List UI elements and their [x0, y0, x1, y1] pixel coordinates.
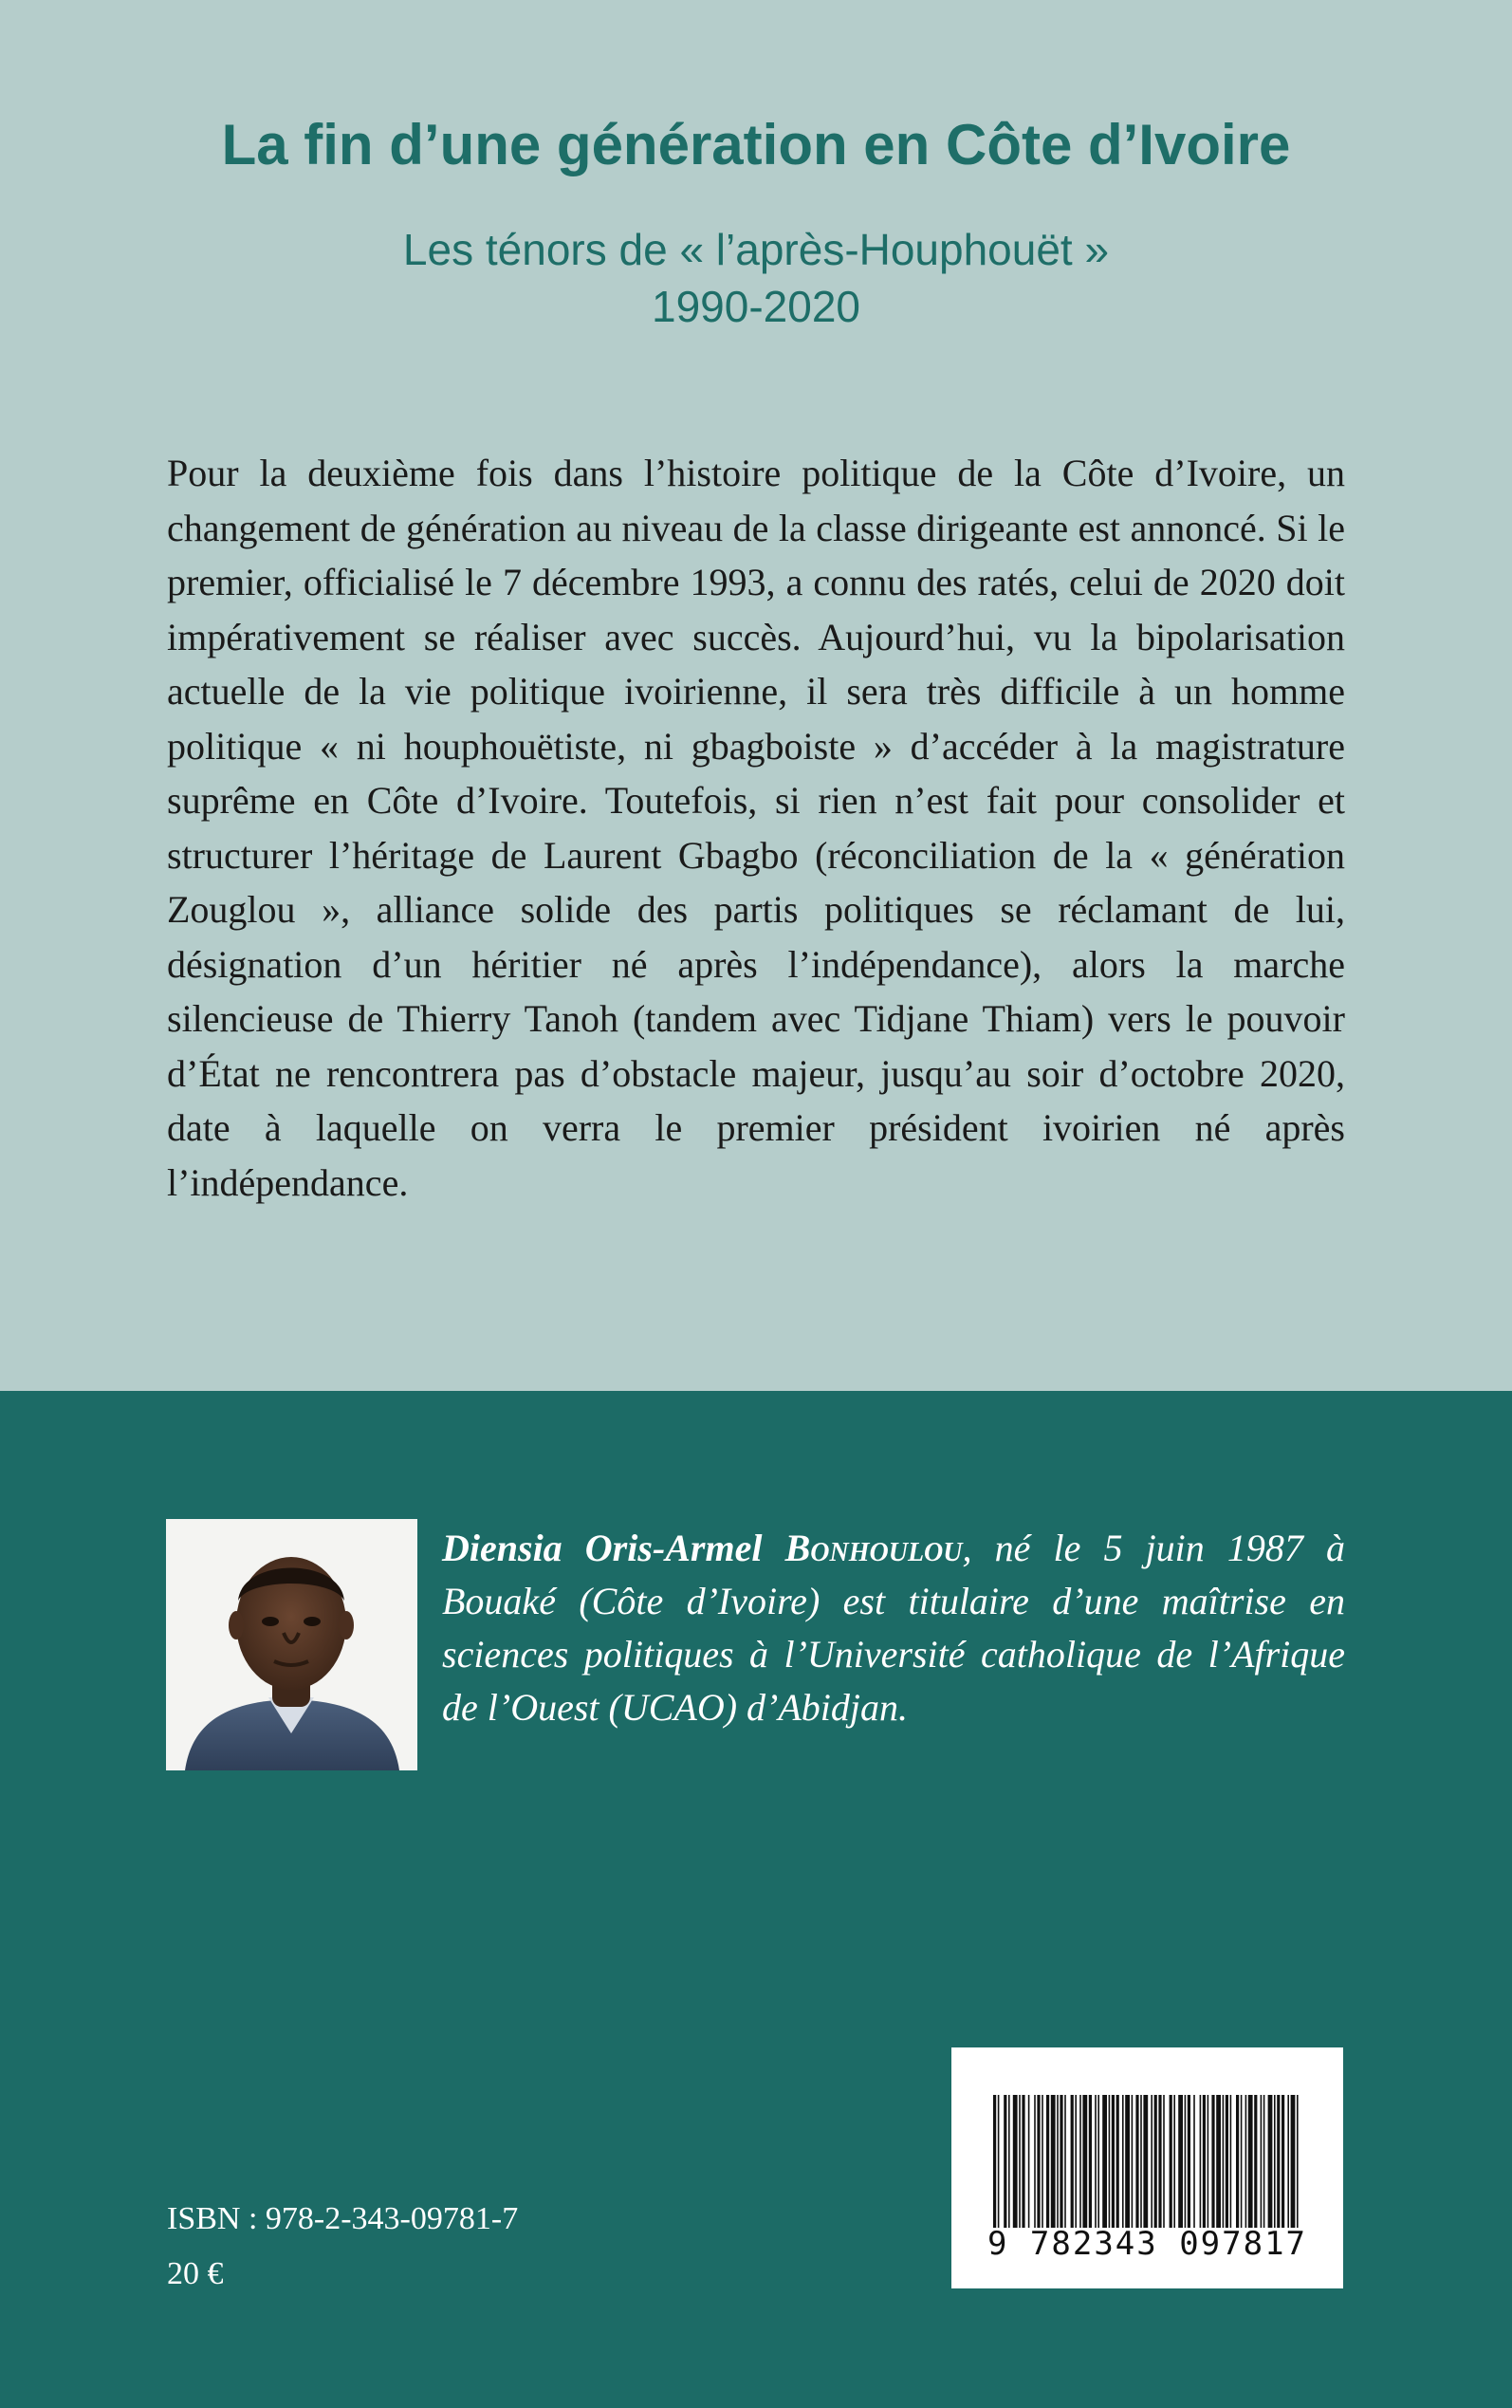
barcode-bars: [991, 2095, 1304, 2228]
barcode-bar: [1019, 2095, 1021, 2228]
barcode-bar: [1064, 2095, 1066, 2228]
barcode-bar: [1140, 2095, 1142, 2228]
barcode-bar: [1075, 2095, 1077, 2228]
barcode-bar: [1071, 2095, 1074, 2228]
barcode-bar: [1245, 2095, 1247, 2228]
barcode-bar: [1125, 2095, 1130, 2228]
barcode-digits: 9 782343 097817: [986, 2225, 1308, 2263]
price: 20 €: [167, 2256, 224, 2291]
isbn: ISBN : 978-2-343-09781-7: [167, 2201, 519, 2236]
barcode-bar: [1241, 2095, 1243, 2228]
barcode-bar: [1135, 2095, 1138, 2228]
barcode-bar: [1095, 2095, 1097, 2228]
barcode-bar: [1282, 2095, 1284, 2228]
barcode-bar: [1236, 2095, 1239, 2228]
barcode-bar: [1287, 2095, 1289, 2228]
barcode-bar: [1178, 2095, 1183, 2228]
barcode-bar: [1143, 2095, 1148, 2228]
barcode-bar: [1263, 2095, 1265, 2228]
barcode-bar: [1097, 2095, 1099, 2228]
barcode-bar: [993, 2095, 996, 2228]
barcode-bar: [1154, 2095, 1157, 2228]
book-title: La fin d’une génération en Côte d’Ivoire: [221, 113, 1291, 176]
barcode-bar: [1226, 2095, 1228, 2228]
author-bio-text: , né le 5 juin 1987 à Bouaké (Côte d’Ivoire) est titulaire d’une maîtrise en sciences politiques à l’Université catholique de l’Afrique de l’Ouest (UCAO) d’Abidjan.: [442, 1527, 1346, 1729]
barcode-bar: [1008, 2095, 1010, 2228]
barcode-bar: [1079, 2095, 1081, 2228]
barcode-bar: [1297, 2095, 1299, 2228]
barcode-bar: [1274, 2095, 1276, 2228]
barcode-bar: [1261, 2095, 1263, 2228]
barcode-bar: [1034, 2095, 1036, 2228]
barcode-bar: [1173, 2095, 1175, 2228]
author-bio: [442, 1522, 1345, 1734]
barcode-bar: [1022, 2095, 1024, 2228]
barcode-bar: [1158, 2095, 1161, 2228]
barcode-bar: [1051, 2095, 1056, 2228]
barcode-bar: [1163, 2095, 1165, 2228]
barcode-bar: [1208, 2095, 1209, 2228]
barcode-bar: [1122, 2095, 1124, 2228]
barcode-bar: [1112, 2095, 1115, 2228]
barcode-bar: [1109, 2095, 1111, 2228]
author-surname: Bonhoulou: [784, 1527, 963, 1569]
barcode-bar: [1170, 2095, 1172, 2228]
barcode-bar: [1193, 2095, 1195, 2228]
barcode-bar: [1188, 2095, 1190, 2228]
barcode-bar: [1230, 2095, 1232, 2228]
barcode-bar: [998, 2095, 1000, 2228]
subtitle-years: 1990-2020: [652, 282, 860, 331]
barcode-bar: [1203, 2095, 1206, 2228]
book-subtitle: [0, 221, 1512, 335]
barcode-bar: [1042, 2095, 1043, 2228]
barcode-bar: [1037, 2095, 1040, 2228]
barcode-bar: [1277, 2095, 1280, 2228]
barcode-bar: [1082, 2095, 1087, 2228]
barcode-bar: [1004, 2095, 1006, 2228]
barcode-bar: [1132, 2095, 1134, 2228]
author-portrait-icon: [166, 1519, 417, 1770]
subtitle-line-1: Les ténors de « l’après-Houphouët »: [402, 225, 1110, 274]
barcode-bar: [1046, 2095, 1049, 2228]
barcode-bar: [1216, 2095, 1221, 2228]
barcode-bar: [1060, 2095, 1062, 2228]
barcode-bar: [1291, 2095, 1296, 2228]
barcode-bar: [1151, 2095, 1152, 2228]
barcode-bar: [1057, 2095, 1059, 2228]
barcode-bar: [1116, 2095, 1119, 2228]
barcode-bar: [1013, 2095, 1018, 2228]
barcode-bar: [1185, 2095, 1187, 2228]
barcode-bar: [1102, 2095, 1107, 2228]
barcode-bar: [1268, 2095, 1273, 2228]
barcode-bar: [1028, 2095, 1030, 2228]
back-cover-blurb: Pour la deuxième fois dans l’histoire politique de la Côte d’Ivoire, un changement de génération au niveau de la classe dirigeante est annoncé. Si le premier, officialisé le 7 décembre 1993, a connu des ratés, celui de 2020 doit impérativement se réaliser avec succès. Aujourd’hui, vu la bipolarisation actuelle de la vie politique ivoirienne, il sera très difficile à un homme politique « ni houphouëtiste, ni gbagboiste » d’accéder à la magistrature suprême en Côte d’Ivoire. Toutefois, si rien n’est fait pour consolider et structurer l’héritage de Laurent Gbagbo (réconciliation de la « génération Zouglou », alliance solide des partis politiques se réclamant de lui, désignation d’un héritier né après l’indépendance), alors la marche silencieuse de Thierry Tanoh (tandem avec Tidjane Thiam) vers le pouvoir d’État ne rencontrera pas d’obstacle majeur, jusqu’au soir d’octobre 2020, date à laquelle on verra le premier président ivoirien né après l’indépendance.: [167, 452, 1345, 1204]
author-photo: [166, 1519, 417, 1770]
barcode-bar: [1089, 2095, 1092, 2228]
barcode-bar: [1223, 2095, 1225, 2228]
barcode-bar: [1200, 2095, 1202, 2228]
barcode-bar: [1211, 2095, 1214, 2228]
barcode-bar: [1254, 2095, 1257, 2228]
barcode: [951, 2047, 1343, 2288]
barcode-bar: [1248, 2095, 1253, 2228]
author-first-names: Diensia Oris-Armel: [442, 1527, 763, 1569]
